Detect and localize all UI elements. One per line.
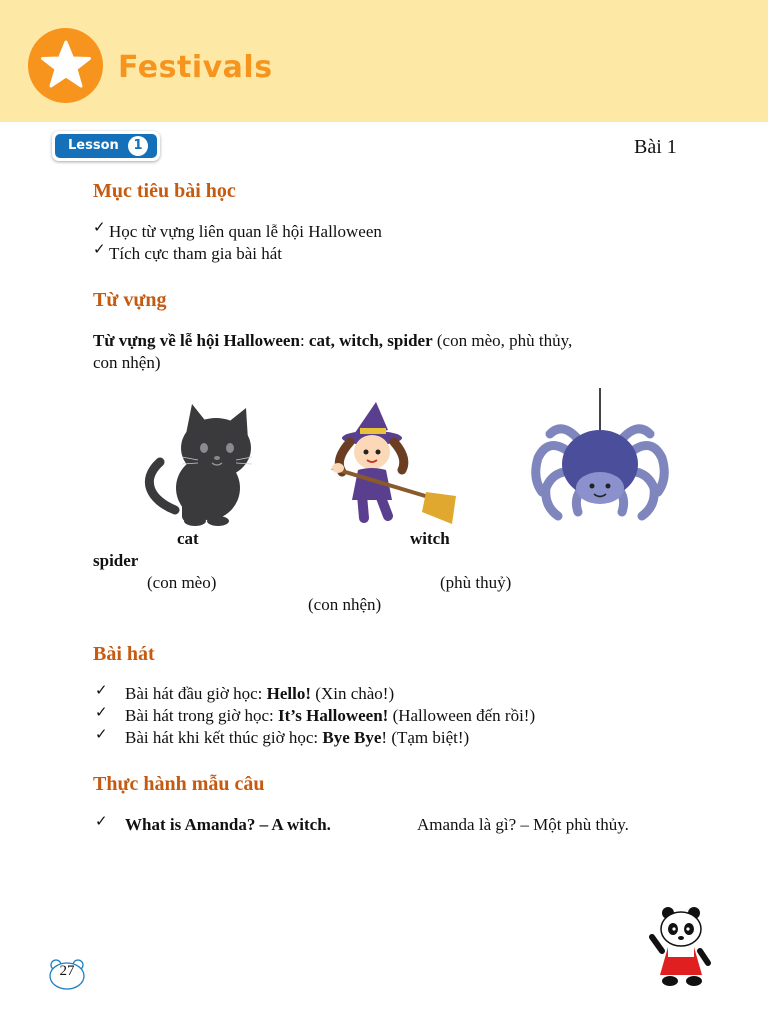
word-witch-translation: (phù thuỷ) [440,573,512,592]
vocabulary-intro-topic: Từ vựng về lễ hội Halloween [93,331,300,350]
check-icon: ✓ [93,218,106,236]
check-icon: ✓ [95,681,108,699]
lesson-badge [52,131,160,161]
song-name: Hello! [266,684,312,703]
song-item [125,728,469,748]
song-name: It’s Halloween! [278,706,389,725]
lesson-title: Bài 1 [634,136,677,158]
star-badge [28,28,103,103]
practice-sentence-en: What is Amanda? – A witch. [125,815,331,834]
song-translation: ! (Tạm biệt!) [381,728,470,747]
vocabulary-intro [93,331,572,351]
song-prefix: Bài hát khi kết thúc giờ học: [125,728,323,747]
song-translation: (Xin chào!) [311,684,395,703]
header-band [0,0,768,122]
star-icon [40,39,92,91]
check-icon: ✓ [95,725,108,743]
practice-sentence-vi: Amanda là gì? – Một phù thủy. [417,815,629,834]
practice-heading: Thực hành mẫu câu [93,773,265,795]
check-icon: ✓ [93,240,106,258]
word-spider: spider [93,551,139,570]
vocabulary-heading: Từ vựng [93,289,167,311]
song-translation: (Halloween đến rồi!) [388,706,536,725]
spider-illustration [528,388,672,528]
vocabulary-intro-line2: con nhện) [93,353,161,372]
page-number: 27 [59,963,75,979]
panda-mascot-illustration [648,905,714,989]
objective-item: Tích cực tham gia bài hát [109,244,283,263]
check-icon: ✓ [95,812,108,830]
witch-illustration [322,400,462,530]
word-cat: cat [177,529,199,548]
objective-item: Học từ vựng liên quan lễ hội Halloween [109,222,382,241]
word-witch: witch [410,529,450,548]
lesson-badge-number: 1 [128,136,148,156]
vocabulary-intro-words: cat, witch, spider [308,331,433,350]
objectives-heading: Mục tiêu bài học [93,180,236,202]
cat-illustration [140,400,260,528]
page-number-badge [47,957,87,996]
word-spider-translation: (con nhện) [308,595,382,614]
song-name: Bye Bye [322,728,382,747]
song-item [125,706,535,726]
vocabulary-intro-translation: (con mèo, phù thủy, [432,331,573,350]
word-cat-translation: (con mèo) [147,573,217,592]
songs-heading: Bài hát [93,643,155,665]
song-item [125,684,394,704]
lesson-badge-label: Lesson [68,138,119,153]
check-icon: ✓ [95,703,108,721]
unit-title: Festivals [118,50,273,85]
vocabulary-intro-colon: : [299,331,309,350]
song-prefix: Bài hát đầu giờ học: [125,684,267,703]
song-prefix: Bài hát trong giờ học: [125,706,278,725]
